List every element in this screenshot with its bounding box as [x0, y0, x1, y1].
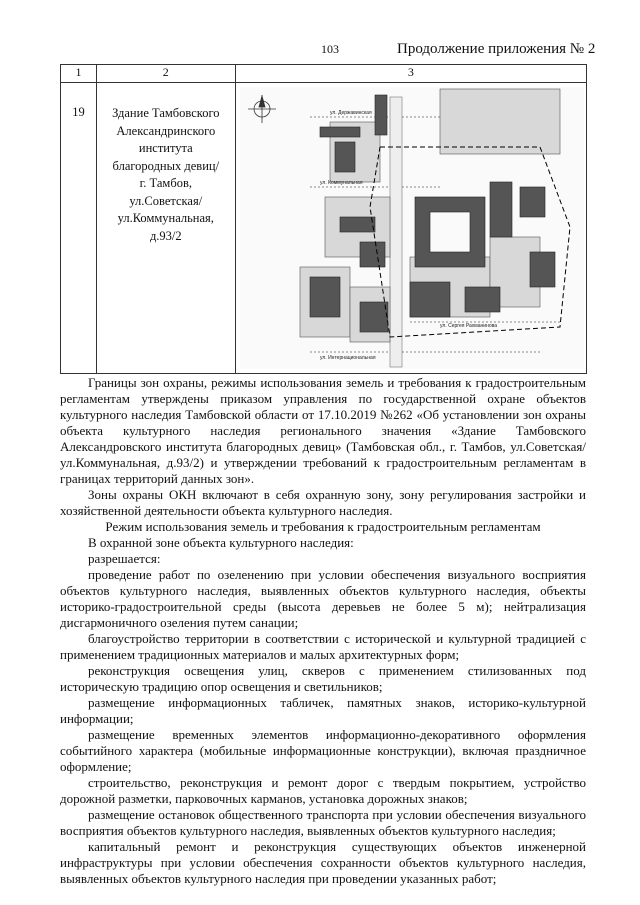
map-street-label: ул. Державинская	[329, 110, 372, 116]
object-name-line: Александринского	[116, 123, 216, 138]
col-header-3: 3	[235, 65, 586, 83]
map-cell	[235, 83, 586, 374]
page-number: 103	[321, 42, 339, 56]
table-row	[61, 83, 587, 374]
paragraph: строительство, реконструкция и ремонт дорог с твердым покрытием, устройство дорожной разметки, парковочных карманов, установка дорожных знаков;	[60, 775, 586, 806]
paragraph: разрешается:	[88, 551, 161, 566]
heritage-table	[60, 64, 587, 374]
object-name-line: д.93/2	[149, 228, 182, 243]
appendix-title: Продолжение приложения № 2	[397, 41, 596, 57]
object-name	[96, 83, 235, 374]
col-header-1: 1	[61, 65, 97, 83]
paragraph: благоустройство территории в соответствии с исторической и культурной традицией с применением традиционных материалов и малых архитектурных форм;	[60, 631, 586, 662]
map-street-label: ул. Интернациональная	[319, 355, 376, 361]
row-number: 19	[61, 83, 97, 374]
document-body	[60, 375, 586, 887]
paragraph: размещение остановок общественного транспорта при условии обеспечения визуального восприятия объектов культурного наследия, выявленных объектов культурного наследия;	[60, 807, 586, 838]
paragraph: В охранной зоне объекта культурного наследия:	[88, 535, 354, 550]
paragraph: проведение работ по озеленению при условии обеспечения визуального восприятия объектов культурного наследия, выявленных объектов культурного наследия, объекты историко-градостроительной среды (высота деревьев не более 5 м); нейтрализация дисгармоничного озеления путем санации;	[60, 567, 586, 630]
paragraph: Границы зон охраны, режимы использования земель и требования к градостроительным регламентам утверждены приказом управления по государственной охране объектов культурного наследия Тамбовской области от 17.10.2019 №262 «Об установлении зон охраны объекта культурного наследия регионального значения «Здание Тамбовского Александровского института благородных девиц» (Тамбовская обл., г. Тамбов, ул.Советская/ ул.Коммунальная, д.93/2) и утверждении требований к градостроительным регламентам в границах территорий данных зон».	[60, 375, 586, 486]
object-name-line: г. Тамбов,	[139, 176, 192, 190]
object-name-line: благородных девиц/	[112, 158, 220, 173]
zone-map	[240, 87, 584, 369]
col-header-2: 2	[96, 65, 235, 83]
table-header-row	[61, 65, 587, 83]
paragraph: капитальный ремонт и реконструкция существующих объектов инженерной инфраструктуры при условии обеспечения сохранности объектов культурного наследия, выявленных объектов культурного наследия при проведении указанных работ;	[60, 839, 586, 886]
object-name-line: Здание Тамбовского	[112, 106, 220, 120]
object-name-line: ул.Советская/	[129, 193, 203, 208]
object-name-line: ул.Коммунальная,	[117, 211, 214, 225]
section-heading: Режим использования земель и требования к градостроительным регламентам	[105, 519, 541, 534]
object-name-line: института	[138, 141, 193, 155]
page-header	[0, 42, 640, 64]
map-street-label: ул. Сергея Рахманинова	[439, 323, 497, 329]
paragraph: размещение информационных табличек, памятных знаков, историко-культурной информации;	[60, 695, 586, 726]
paragraph: размещение временных элементов информационно-декоративного оформления событийного характера (мобильные информационные конструкции), включая праздничное оформление;	[60, 727, 586, 774]
paragraph: Зоны охраны ОКН включают в себя охранную зону, зону регулирования застройки и хозяйственной деятельности объекта культурного наследия.	[60, 487, 586, 518]
map-street-label: ул. Коммунальная	[319, 180, 363, 186]
paragraph: реконструкция освещения улиц, скверов с применением стилизованных под историческую традицию опор освещения и светильников;	[60, 663, 586, 694]
